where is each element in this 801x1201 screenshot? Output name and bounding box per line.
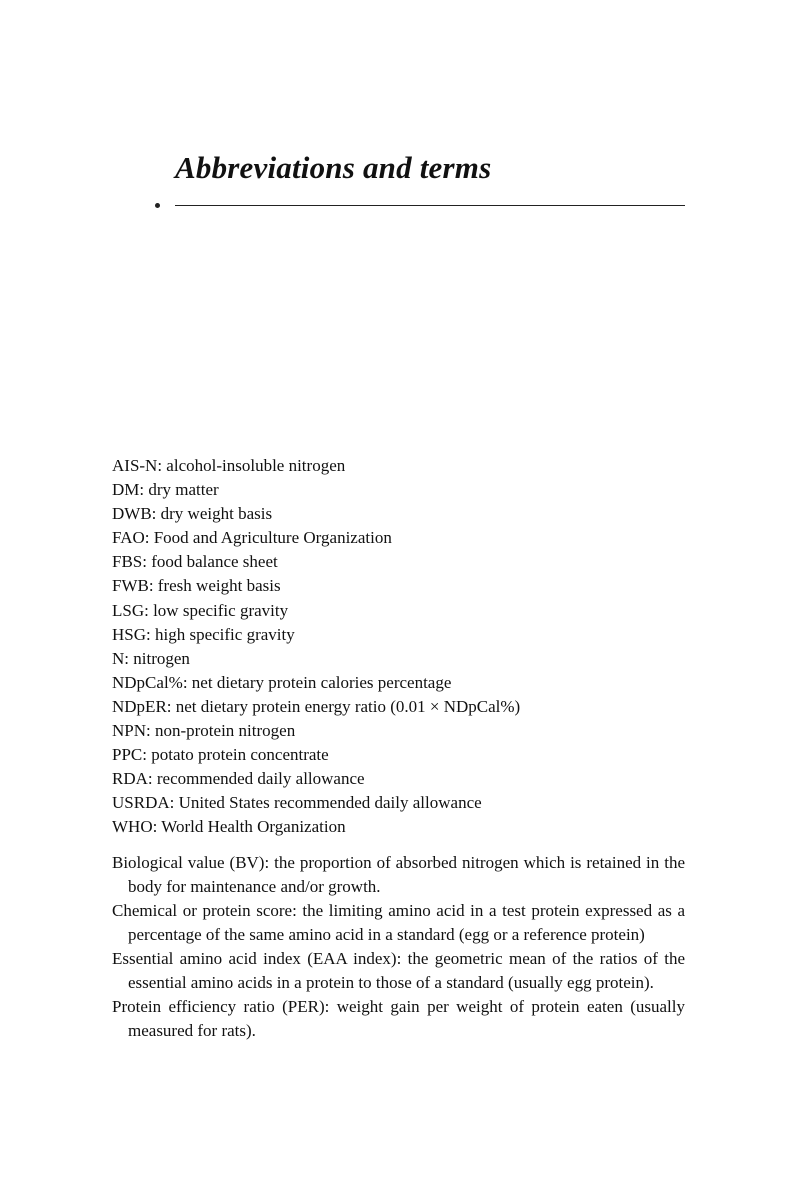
title-rule — [175, 205, 685, 206]
term-definition: Biological value (BV): the proportion of absorbed nitrogen which is retained in the body for maintenance and/or growth. — [112, 853, 685, 896]
abbreviation-item: PPC: potato protein concentrate — [112, 745, 329, 765]
abbreviation-item: NDpCal%: net dietary protein calories percentage — [112, 672, 452, 692]
abbreviation-item: FAO: Food and Agriculture Organization — [112, 528, 392, 548]
rule-bullet-mark — [155, 203, 160, 208]
abbreviation-item: LSG: low specific gravity — [112, 600, 289, 620]
abbreviation-item: N: nitrogen — [112, 648, 190, 668]
abbreviation-item: RDA: recommended daily allowance — [112, 769, 365, 789]
abbreviation-item: FBS: food balance sheet — [112, 552, 278, 572]
abbreviation-item: WHO: World Health Organization — [112, 817, 346, 837]
term-definition: Protein efficiency ratio (PER): weight gain per weight of protein eaten (usually measured for rats). — [112, 997, 685, 1040]
abbreviation-item: HSG: high specific gravity — [112, 624, 295, 644]
abbreviation-list — [112, 454, 712, 840]
abbreviation-item: AIS-N: alcohol-insoluble nitrogen — [112, 456, 346, 475]
abbreviation-item: NPN: non-protein nitrogen — [112, 721, 296, 741]
page-title: Abbreviations and terms — [175, 150, 492, 185]
term-definition: Essential amino acid index (EAA index): the geometric mean of the ratios of the essential amino acids in a protein to those of a standard (usually egg protein). — [112, 949, 685, 992]
abbreviation-item: FWB: fresh weight basis — [112, 576, 281, 596]
term-definitions — [112, 851, 685, 1043]
abbreviation-item: DM: dry matter — [112, 480, 219, 500]
abbreviation-item: DWB: dry weight basis — [112, 504, 273, 524]
abbreviation-item: USRDA: United States recommended daily allowance — [112, 793, 482, 813]
term-definition: Chemical or protein score: the limiting amino acid in a test protein expressed as a percentage of the same amino acid in a standard (egg or a reference protein) — [112, 901, 685, 944]
abbreviation-item: NDpER: net dietary protein energy ratio (0.01 × NDpCal%) — [112, 696, 521, 716]
